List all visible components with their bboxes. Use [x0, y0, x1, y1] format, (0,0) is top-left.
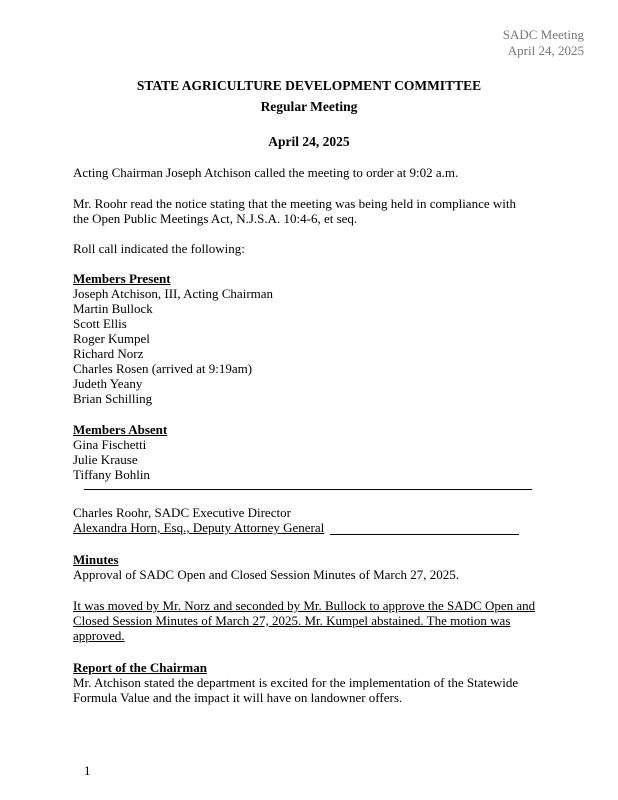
running-header-title: SADC Meeting: [502, 27, 584, 42]
staff-underline-extension: [330, 534, 519, 535]
members-absent-heading: Members Absent: [73, 422, 168, 437]
minutes-text: Approval of SADC Open and Closed Session Minutes of March 27, 2025.: [73, 567, 459, 582]
staff-line-2: Alexandra Horn, Esq., Deputy Attorney General: [73, 520, 325, 535]
list-item: Roger Kumpel: [73, 331, 150, 346]
notice-paragraph-line-2: the Open Public Meetings Act, N.J.S.A. 10:4-6, et seq.: [73, 211, 358, 226]
chairman-report-heading: Report of the Chairman: [73, 660, 207, 675]
list-item: Charles Rosen (arrived at 9:19am): [73, 361, 253, 376]
call-to-order-paragraph: Acting Chairman Joseph Atchison called the meeting to order at 9:02 a.m.: [73, 165, 459, 180]
list-item: Gina Fischetti: [73, 437, 147, 452]
document-subtitle: Regular Meeting: [260, 99, 358, 114]
running-header: [503, 27, 584, 59]
minutes-motion-line-1: It was moved by Mr. Norz and seconded by Mr. Bullock to approve the SADC Open and: [73, 598, 536, 613]
minutes-motion-line-2: Closed Session Minutes of March 27, 2025. Mr. Kumpel abstained. The motion was: [73, 613, 511, 628]
page-number: 1: [84, 763, 91, 778]
document-date: April 24, 2025: [268, 134, 350, 149]
minutes-heading: Minutes: [73, 552, 119, 567]
chairman-report-line-2: Formula Value and the impact it will have on landowner offers.: [73, 690, 403, 705]
staff-line-1: Charles Roohr, SADC Executive Director: [73, 505, 291, 520]
notice-paragraph-line-1: Mr. Roohr read the notice stating that the meeting was being held in compliance with: [73, 196, 516, 211]
running-header-date: April 24, 2025: [507, 43, 584, 58]
list-item: Martin Bullock: [73, 301, 153, 316]
list-item: Joseph Atchison, III, Acting Chairman: [73, 286, 274, 301]
chairman-report-line-1: Mr. Atchison stated the department is excited for the implementation of the Statewide: [73, 675, 519, 690]
roll-call-paragraph: Roll call indicated the following:: [73, 241, 245, 256]
list-item: Richard Norz: [73, 346, 144, 361]
section-divider: [84, 489, 532, 490]
list-item: Scott Ellis: [73, 316, 127, 331]
list-item: Brian Schilling: [73, 391, 153, 406]
minutes-motion-line-3: approved.: [73, 628, 125, 643]
list-item: Julie Krause: [73, 452, 138, 467]
list-item: Tiffany Bohlin: [73, 467, 150, 482]
list-item: Judeth Yeany: [73, 376, 143, 391]
document-title: STATE AGRICULTURE DEVELOPMENT COMMITTEE: [136, 78, 482, 93]
members-present-heading: Members Present: [73, 271, 171, 286]
